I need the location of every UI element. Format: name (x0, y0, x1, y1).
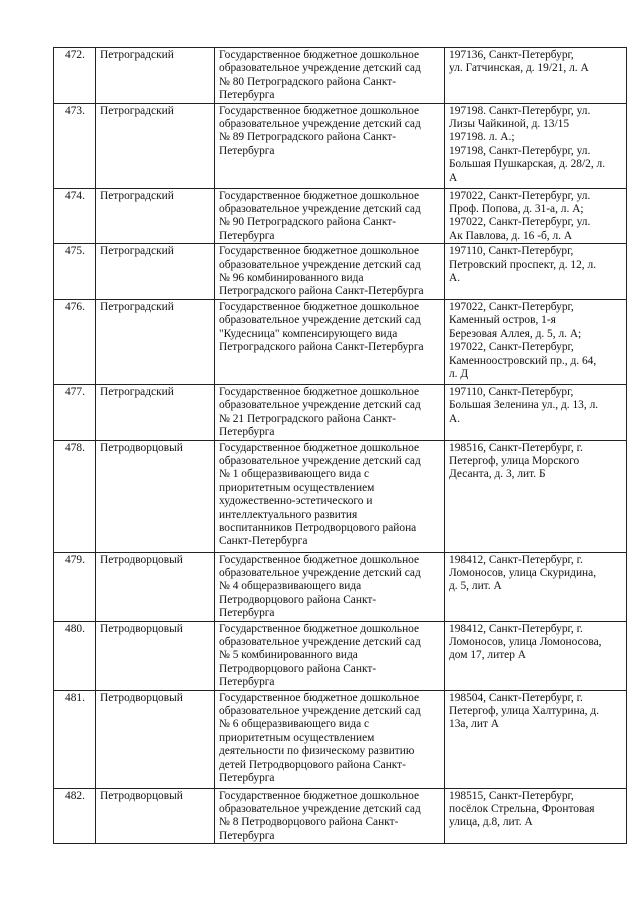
organization-line: Петроградского района Санкт-Петербурга (219, 285, 424, 298)
table-row (54, 188, 627, 244)
row-number: 474. (54, 188, 96, 244)
organization-line: образовательное учреждение детский сад (219, 399, 421, 412)
organization-cell (215, 621, 445, 690)
organization-cell (215, 103, 445, 188)
address-line: 198412, Санкт-Петербург, г. (449, 622, 583, 635)
organization-line: приоритетным осуществлением (219, 731, 375, 744)
organization-line: образовательное учреждение детский сад (219, 566, 421, 579)
table-row (54, 244, 627, 300)
address-line: Десанта, д. 3, лит. Б (449, 468, 546, 481)
address-line: 197110, Санкт-Петербург, (449, 385, 574, 398)
organization-cell (215, 299, 445, 384)
organization-line: Государственное бюджетное дошкольное (219, 300, 420, 313)
organization-line: Петербурга (219, 772, 275, 784)
address-cell (445, 690, 627, 788)
organization-line: Государственное бюджетное дошкольное (219, 622, 420, 635)
district-cell: Петродворцовый (96, 440, 215, 552)
organization-line: № 89 Петроградского района Санкт- (219, 131, 397, 144)
organization-line: деятельности по физическому развитию (219, 745, 415, 758)
table-row (54, 48, 627, 104)
table-row (54, 552, 627, 621)
organization-line: Государственное бюджетное дошкольное (219, 691, 420, 704)
address-line: А. (449, 272, 461, 285)
organization-cell (215, 788, 445, 844)
row-number: 478. (54, 440, 96, 552)
row-number: 472. (54, 48, 96, 104)
organization-line: № 90 Петроградского района Санкт- (219, 216, 397, 229)
address-line: 197110, Санкт-Петербург, (449, 245, 574, 258)
address-line: д. 5, лит. А (449, 580, 502, 593)
address-line: Петровский проспект, д. 12, л. (449, 258, 597, 271)
address-line: 197022, Санкт-Петербург, ул. (449, 216, 591, 229)
address-cell (445, 244, 627, 300)
address-cell (445, 299, 627, 384)
table-row (54, 103, 627, 188)
organization-line: Петродворцового района Санкт- (219, 662, 377, 675)
organization-line: Государственное бюджетное дошкольное (219, 104, 420, 117)
address-line: 198412, Санкт-Петербург, г. (449, 553, 583, 566)
address-line: Ломоносов, улица Скуридина, (449, 566, 597, 579)
address-line: А (449, 171, 458, 184)
row-number: 481. (54, 690, 96, 788)
organization-line: воспитанников Петродворцового района (219, 521, 417, 534)
address-line: ул. Гатчинская, д. 19/21, л. А (449, 62, 589, 75)
organization-line: Государственное бюджетное дошкольное (219, 49, 420, 61)
district-cell: Петроградский (96, 384, 215, 440)
organization-line: № 6 общеразвивающего вида с (219, 718, 370, 731)
organization-line: образовательное учреждение детский сад (219, 314, 421, 327)
district-cell: Петроградский (96, 48, 215, 104)
organization-line: № 96 комбинированного вида (219, 272, 364, 285)
organization-line: Петроградского района Санкт-Петербурга (219, 341, 424, 354)
address-line: улица, д.8, лит. А (449, 816, 533, 829)
address-line: Большая Пушкарская, д. 28/2, л. (449, 158, 606, 171)
address-line: Ак Павлова, д. 16 -б, л. А (449, 229, 573, 242)
organization-line: образовательное учреждение детский сад (219, 635, 421, 648)
district-cell: Петроградский (96, 103, 215, 188)
address-line: 198516, Санкт-Петербург, г. (449, 441, 583, 454)
address-cell (445, 552, 627, 621)
address-line: Петергоф, улица Халтурина, д. (449, 704, 600, 717)
address-line: 197198, Санкт-Петербург, ул. (449, 144, 591, 157)
address-line: Березовая Аллея, д. 5, л. А; (449, 327, 582, 340)
organization-line: Государственное бюджетное дошкольное (219, 385, 420, 398)
address-line: л. Д (449, 367, 469, 380)
organization-line: № 8 Петродворцового района Санкт- (219, 816, 399, 829)
organization-line: образовательное учреждение детский сад (219, 258, 421, 271)
row-number: 473. (54, 103, 96, 188)
row-number: 479. (54, 552, 96, 621)
district-cell: Петродворцовый (96, 552, 215, 621)
table-row (54, 788, 627, 844)
table-row (54, 690, 627, 788)
address-line: 197022, Санкт-Петербург, (449, 341, 574, 354)
address-line: Каменноостровский пр., д. 64, (449, 354, 597, 367)
organization-line: образовательное учреждение детский сад (219, 802, 421, 815)
organization-line: Петербурга (219, 144, 275, 157)
organization-line: Государственное бюджетное дошкольное (219, 189, 420, 202)
organization-line: Государственное бюджетное дошкольное (219, 441, 420, 454)
address-line: 198504, Санкт-Петербург, г. (449, 691, 583, 704)
organization-line: Государственное бюджетное дошкольное (219, 789, 420, 802)
address-line: 197198. л. А.; (449, 131, 515, 144)
organization-line: "Кудесница" компенсирующего вида (219, 327, 398, 340)
organization-line: Петербурга (219, 676, 275, 689)
district-cell: Петродворцовый (96, 788, 215, 844)
organization-line: № 5 комбинированного вида (219, 649, 358, 662)
organization-line: образовательное учреждение детский сад (219, 118, 421, 131)
organization-line: образовательное учреждение детский сад (219, 62, 421, 75)
organization-line: № 80 Петроградского района Санкт- (219, 75, 397, 88)
organization-cell (215, 48, 445, 104)
address-line: Лизы Чайкиной, д. 13/15 (449, 118, 570, 131)
table-row (54, 621, 627, 690)
organization-line: Петербурга (219, 607, 275, 620)
row-number: 480. (54, 621, 96, 690)
address-line: 197022, Санкт-Петербург, ул. (449, 189, 591, 202)
address-line: Петергоф, улица Морского (449, 454, 580, 467)
organization-cell (215, 690, 445, 788)
address-cell (445, 384, 627, 440)
organization-line: интеллектуального развития (219, 508, 358, 521)
organization-line: художественно-эстетического и (219, 495, 373, 508)
row-number: 475. (54, 244, 96, 300)
address-line: Каменный остров, 1-я (449, 314, 556, 327)
row-number: 477. (54, 384, 96, 440)
organization-line: образовательное учреждение детский сад (219, 454, 421, 467)
address-cell (445, 621, 627, 690)
address-line: дом 17, литер А (449, 649, 526, 662)
organization-cell (215, 440, 445, 552)
address-line: 13а, лит А (449, 718, 499, 731)
organization-line: приоритетным осуществлением (219, 481, 375, 494)
address-cell (445, 103, 627, 188)
row-number: 476. (54, 299, 96, 384)
organization-line: Государственное бюджетное дошкольное (219, 245, 420, 258)
organization-line: образовательное учреждение детский сад (219, 203, 421, 216)
address-line: посёлок Стрельна, Фронтовая (449, 802, 595, 815)
row-number: 482. (54, 788, 96, 844)
table-body (54, 48, 627, 844)
district-cell: Петроградский (96, 244, 215, 300)
address-line: 197022, Санкт-Петербург, (449, 300, 574, 313)
district-cell: Петроградский (96, 299, 215, 384)
address-cell (445, 440, 627, 552)
address-cell (445, 48, 627, 104)
organization-line: Петербурга (219, 829, 275, 842)
organization-line: Санкт-Петербурга (219, 535, 308, 548)
district-cell: Петродворцовый (96, 621, 215, 690)
organization-line: образовательное учреждение детский сад (219, 704, 421, 717)
organization-cell (215, 188, 445, 244)
organization-line: № 21 Петроградского района Санкт- (219, 412, 397, 425)
address-cell (445, 788, 627, 844)
district-cell: Петродворцовый (96, 690, 215, 788)
organization-line: Петербурга (219, 89, 275, 102)
address-line: 197198. Санкт-Петербург, ул. (449, 104, 591, 117)
address-line: 197136, Санкт-Петербург, (449, 49, 574, 61)
address-cell (445, 188, 627, 244)
address-line: А. (449, 412, 461, 425)
organization-line: Петродворцового района Санкт- (219, 593, 377, 606)
organization-cell (215, 384, 445, 440)
table-row (54, 299, 627, 384)
organization-line: Государственное бюджетное дошкольное (219, 553, 420, 566)
address-line: Большая Зеленина ул., д. 13, л. (449, 399, 599, 412)
organization-line: детей Петродворцового района Санкт- (219, 758, 406, 771)
table-row (54, 440, 627, 552)
organization-cell (215, 244, 445, 300)
organization-line: № 1 общеразвивающего вида с (219, 468, 370, 481)
table-row (54, 384, 627, 440)
organization-cell (215, 552, 445, 621)
organization-line: № 4 общеразвивающего вида (219, 580, 362, 593)
organization-line: Петербурга (219, 229, 275, 242)
address-line: 198515, Санкт-Петербург, (449, 789, 574, 802)
address-line: Ломоносов, улица Ломоносова, (449, 635, 602, 648)
kindergarten-registry-table (53, 47, 627, 844)
address-line: Проф. Попова, д. 31-а, л. А; (449, 203, 584, 216)
organization-line: Петербурга (219, 426, 275, 439)
district-cell: Петроградский (96, 188, 215, 244)
